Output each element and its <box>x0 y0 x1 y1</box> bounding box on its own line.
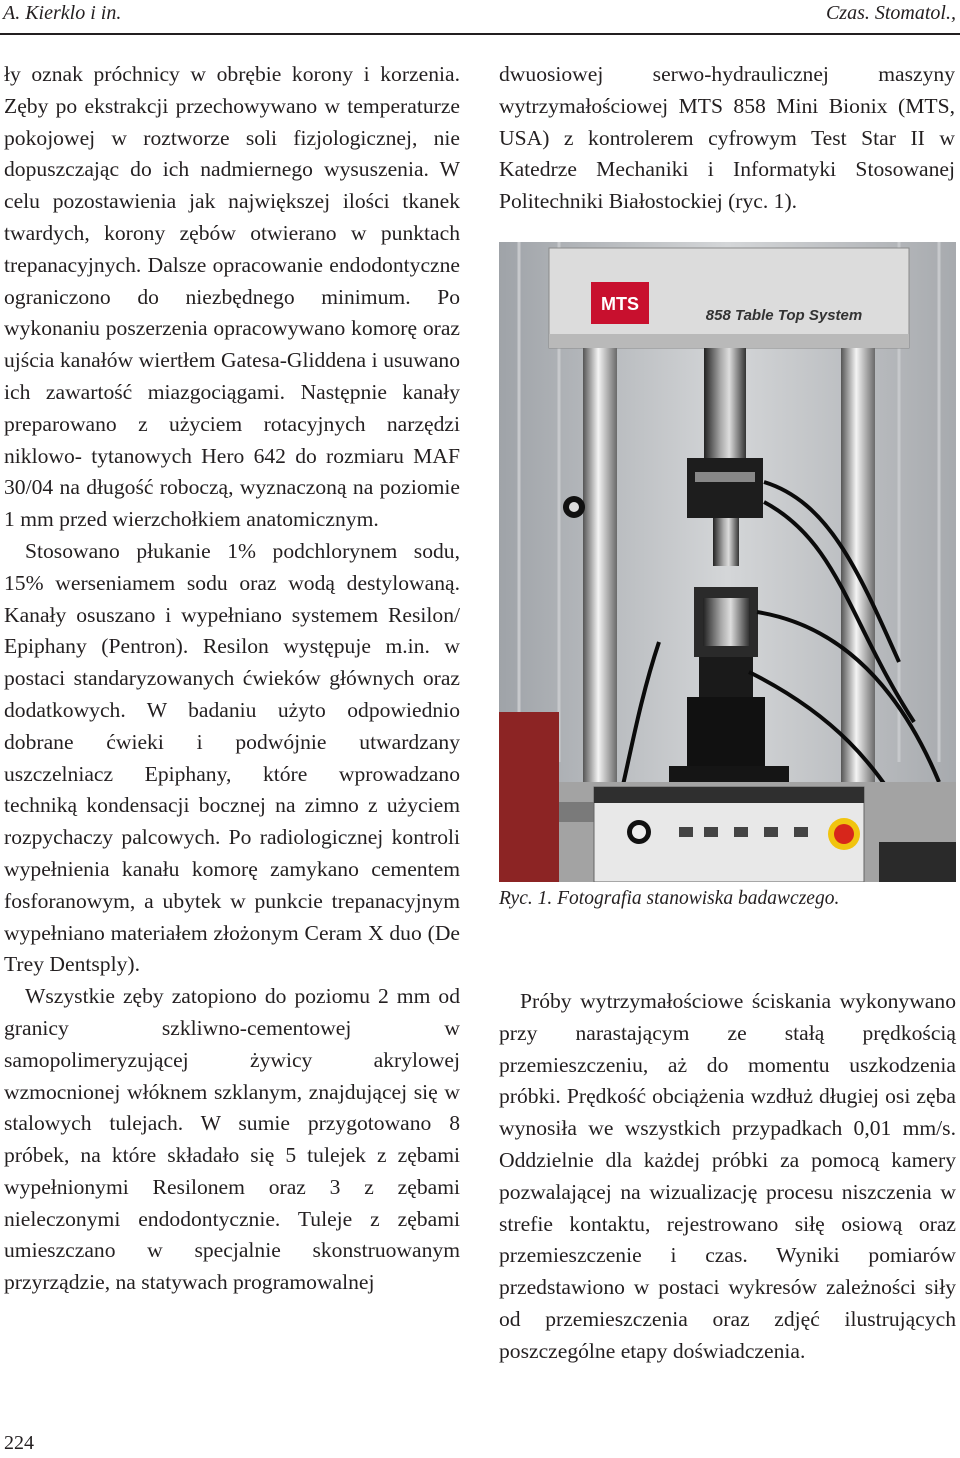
paragraph: Stosowano płukanie 1% podchlorynem sodu, 15% werseniamem sodu oraz wodą destylowaną. Kanały osuszano i wypełniano systemem Resilon/ Epiphany (Pentron). Resilon występuje m.in. w postaci standaryzowanych ćwieków głównych oraz dodatkowych. W badaniu użyto odpowiednio dobrane ćwieki i podwójnie utwardzany uszczelniacz Epiphany, które wprowadzano techniką kondensacji bocznej na zimno z użyciem rozpychaczy palcowych. Po radiologicznej kontroli wypełnienia kanału komorę zamykano cementem fosforanowym, a ubytek w punkcie trepanacyjnym wypełniano materiałem złożonym Ceram X duo (De Trey Dentsply). <box>4 538 460 977</box>
page-number: 224 <box>4 1432 34 1454</box>
running-header-journal: Czas. Stomatol., <box>825 2 956 24</box>
paragraph: Próby wytrzymałościowe ściskania wykonywano przy narastającym ze stałą prędkością przemieszczeniu, aż do momentu uszkodzenia próbki. Prędkość obciążenia wzdłuż długiej osi zęba wynosiła we wszystkich przypadkach 0,01 mm/s. Oddzielnie dla każdej próbki za pomocą kamery pozwalającej na wizualizację procesu niszczenia w strefie kontaktu, rejestrowano siłę osiową oraz przemieszczenie i czas. Wyniki pomiarów przedstawiono w postaci wykresów zależności siły od przemieszczenia oraz zdjęć ilustrujących poszczególne etapy doświadczenia. <box>499 989 956 1363</box>
testing-machine-illustration <box>499 242 956 882</box>
running-header-authors: A. Kierklo i in. <box>3 2 122 24</box>
paragraph: Wszystkie zęby zatopiono do poziomu 2 mm od granicy szkliwno-cementowej w samopolimeryzującej żywicy akrylowej wzmocnionej włóknem szklanym, znajdującej się w stalowych tulejach. W sumie przygotowano 8 próbek, na które składało się 5 tulejek z zębami wypełnionymi Resilonem oraz 3 z zębami nieleczonymi endodontycznie. Tuleje z zębami umieszczano w specjalnie skonstruowanym przyrządzie, na statywach programowalnej <box>4 984 460 1295</box>
figure-caption: Ryc. 1. Fotografia stanowiska badawczego. <box>499 888 840 909</box>
brand-logo: MTS <box>601 294 639 314</box>
paragraph: ły oznak próchnicy w obrębie korony i korzenia. Zęby po ekstrakcji przechowywano w temperaturze pokojowej w roztworze soli fizjologicznej, nie dopuszczając do ich nadmiernego wysuszenia. W celu pozostawienia jak największej ilości tkanek twardych, korony zębów otwierano w punktach trepanacyjnych. Dalsze opracowanie endodontyczne ograniczono do niezbędnego minimum. Po wykonaniu poszerzenia opracowywano komorę oraz ujścia kanałów wiertłem Gatesa-Gliddena i usuwano ich zawartość miazgociągami. Następnie kanały preparowano z użyciem rotacyjnych narzędzi niklowo- tytanowych Hero 642 do rozmiaru MAF 30/04 na długość roboczą, wyznaczoną na poziomie 1 mm przed wierzchołkiem anatomicznym. <box>4 62 460 532</box>
left-column <box>4 59 460 1299</box>
right-column-bottom <box>499 986 956 1368</box>
testing-machine-photo <box>499 242 956 882</box>
paragraph: dwuosiowej serwo-hydraulicznej maszyny wytrzymałościowej MTS 858 Mini Bionix (MTS, USA) z kontrolerem cyfrowym Test Star II w Katedrze Mechaniki i Informatyki Stosowanej Politechniki Białostockiej (ryc. 1). <box>499 62 955 214</box>
header-rule <box>0 33 960 35</box>
right-column-top <box>499 59 955 218</box>
model-label: 858 Table Top System <box>705 307 863 324</box>
